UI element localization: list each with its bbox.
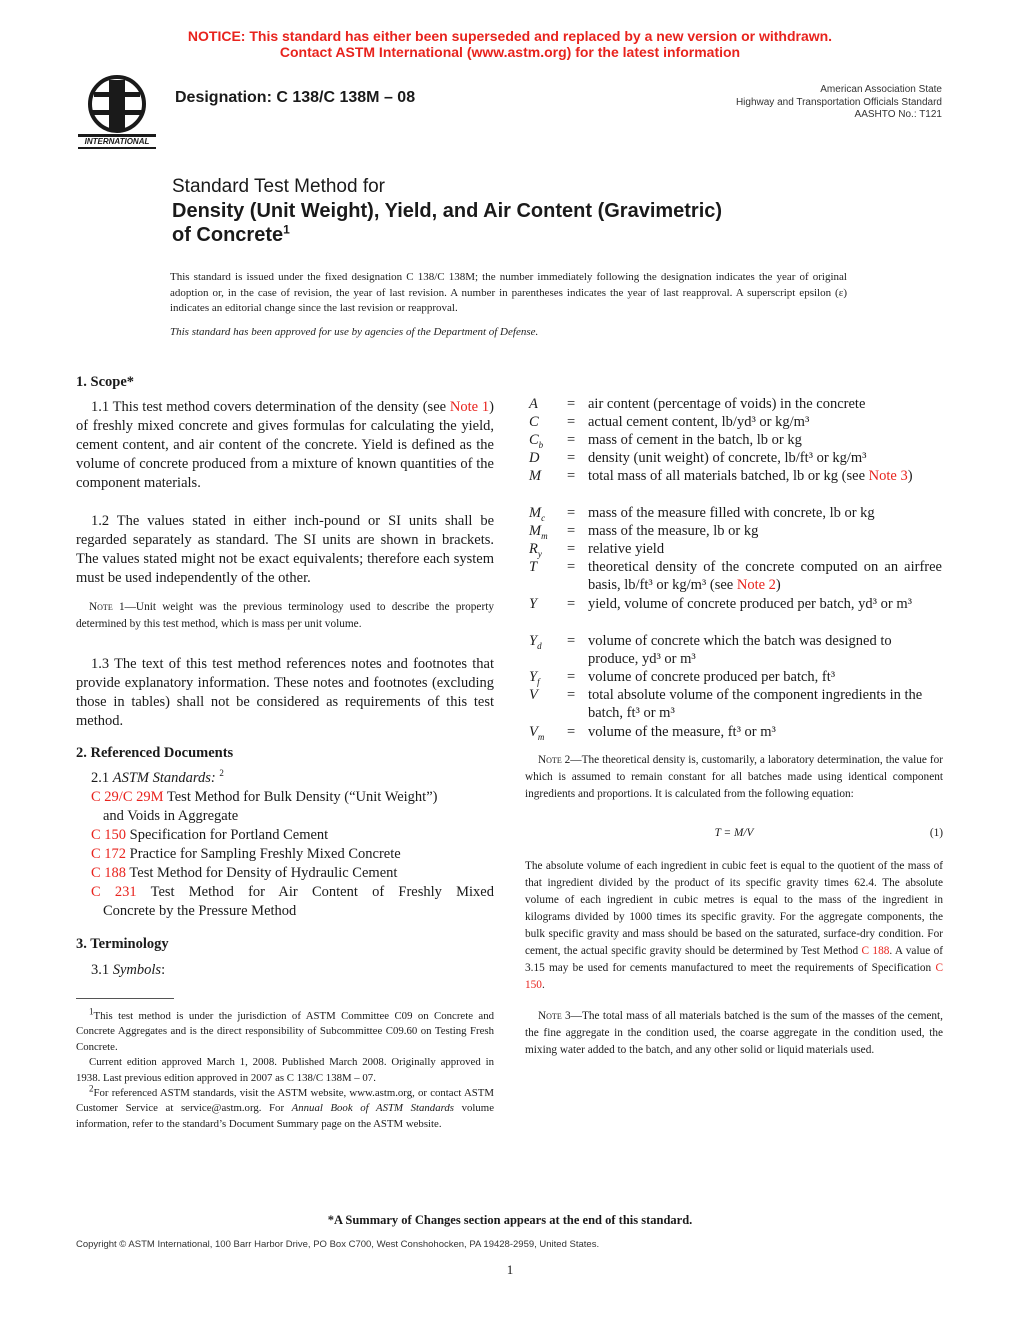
symbol: M	[529, 468, 542, 484]
symbol-desc: volume of the measure, ft³ or m³	[588, 724, 776, 740]
ref-doc-item	[91, 788, 494, 807]
para-1-1-a: 1.1 This test method covers determination of the density (see	[91, 399, 450, 415]
ref-doc-cont: Concrete by the Pressure Method	[103, 903, 297, 919]
footnote-1-mark: 1	[89, 1006, 94, 1017]
notice-line-2: Contact ASTM International (www.astm.org) for the latest information	[279, 44, 741, 60]
ref-doc-item	[91, 883, 494, 902]
equals-sign: =	[567, 505, 576, 521]
title-footnote-mark: 1	[283, 222, 290, 237]
symbol-desc: actual cement content, lb/yd³ or kg/m³	[588, 414, 810, 430]
footnote-1-text: This test method is under the jurisdiction of ASTM Committee C09 on Concrete and Concrete Aggregates and is the direct responsibility of Subcommittee C09.60 on Testing Fresh Concrete.	[76, 1010, 494, 1053]
c150-link[interactable]: C 150	[525, 962, 943, 991]
note-2-para-c: .	[541, 979, 545, 991]
symbol-letter: V	[529, 724, 538, 740]
designation: Designation: C 138/C 138M – 08	[175, 89, 416, 106]
symbol-desc: mass of the measure filled with concrete, lb or kg	[588, 505, 875, 521]
referenced-docs-list	[91, 788, 494, 921]
logo-text: INTERNATIONAL	[84, 137, 150, 146]
astm-standards-label: ASTM Standards:	[112, 770, 216, 786]
note-1	[76, 599, 494, 633]
equals-sign: =	[567, 396, 576, 412]
ref-doc-link[interactable]: C 150	[91, 827, 127, 843]
equals-sign: =	[567, 450, 576, 466]
note-2-para-b: . A value of 3.15 may be used for cements manufactured to meet the requirements of Specification	[525, 945, 943, 974]
ref-doc-link[interactable]: C 172	[91, 846, 127, 862]
symbol: C	[529, 414, 539, 430]
symbol-desc	[588, 558, 942, 595]
para-2-1	[91, 769, 224, 788]
symbol: Y	[529, 596, 538, 612]
symbol-desc-text: total mass of all materials batched, lb or kg (see	[588, 468, 866, 484]
symbol-sub: y	[537, 548, 542, 559]
note-1-text: —Unit weight was the previous terminology used to describe the property determined by this test method, which is mass per unit volume.	[76, 601, 494, 630]
note-2-link[interactable]: Note 2	[736, 577, 776, 594]
note-2	[525, 752, 943, 803]
para-3-1	[91, 961, 165, 980]
title-line-1: Standard Test Method for	[172, 176, 385, 197]
symbol-desc: mass of cement in the batch, lb or kg	[588, 432, 802, 448]
summary-note: *A Summary of Changes section appears at the end of this standard.	[327, 1213, 693, 1227]
note-2-paragraph	[525, 858, 943, 994]
c188-link[interactable]: C 188	[861, 945, 890, 957]
title-line-2: Density (Unit Weight), Yield, and Air Content (Gravimetric)	[172, 200, 723, 222]
section-1-heading: 1. Scope*	[76, 374, 134, 390]
para-1-1	[76, 398, 494, 493]
title-line-3-text: of Concrete	[172, 224, 284, 246]
equals-sign: =	[567, 633, 576, 649]
symbol-desc: mass of the measure, lb or kg	[588, 523, 759, 539]
para-1-2: 1.2 The values stated in either inch-pound or SI units shall be regarded separately as standard. The SI units are shown in brackets. The values stated might not be exact equivalents; therefore each system must be used independently of the other.	[76, 513, 494, 586]
symbol: D	[529, 450, 540, 466]
symbol-desc: relative yield	[588, 541, 665, 557]
symbol	[529, 723, 544, 741]
note-3-text: —The total mass of all materials batched is the sum of the masses of the cement, the fine aggregate in the condition used, the coarse aggregate in the condition used, the mixing water added to the batch, and any other solid or liquid materials used.	[525, 1010, 943, 1056]
issue-statement: This standard is issued under the fixed designation C 138/C 138M; the number immediately following the designation indicates the year of original adoption or, in the case of revision, the year of last revision. A number in parentheses indicates the year of last reapproval. A superscript epsilon (ε) indicates an editorial change since the last revision or reapproval.	[170, 271, 847, 314]
symbol-desc: volume of concrete which the batch was designed to produce, yd³ or m³	[588, 633, 892, 668]
equals-sign: =	[567, 669, 576, 685]
para-3-1-num: 3.1	[91, 962, 113, 978]
symbol-desc-end: )	[775, 577, 781, 594]
symbol-sub: m	[537, 731, 545, 742]
symbols-label: Symbols	[112, 962, 162, 978]
footnote-1	[76, 1006, 494, 1055]
ref-doc-title: Test Method for Air Content of Freshly Mixed	[150, 884, 494, 900]
ref-doc-cont: and Voids in Aggregate	[103, 808, 239, 824]
equals-sign: =	[567, 559, 576, 575]
ref-doc-title: Test Method for Density of Hydraulic Cement	[129, 865, 398, 881]
footnote-2-b: volume information, refer to the standard’s Document Summary page on the ASTM website.	[76, 1102, 494, 1130]
symbol-desc-end: )	[907, 468, 913, 484]
symbol-letter: M	[529, 523, 542, 539]
aashto-line-2: Highway and Transportation Officials Standard	[735, 96, 942, 108]
para-1-3: 1.3 The text of this test method references notes and footnotes that provide explanatory information. These notes and footnotes (excluding those in tables) shall not be considered as requirements of this test method.	[76, 656, 494, 729]
symbol-letter: Y	[529, 669, 538, 685]
para-2-1-num: 2.1	[91, 770, 113, 786]
symbol	[529, 540, 542, 558]
equals-sign: =	[567, 687, 576, 703]
equals-sign: =	[567, 468, 576, 484]
astm-logo	[74, 72, 160, 152]
symbol: T	[529, 559, 538, 575]
note-2-text: —The theoretical density is, customarily, a laboratory determination, the value for which is assumed to remain constant for all batches made using identical component ingredients and proportions. It is calculated from the following equation:	[525, 754, 943, 800]
note-3-label: Note 3	[538, 1010, 571, 1022]
equals-sign: =	[567, 596, 576, 612]
page-number: 1	[506, 1262, 514, 1277]
symbol	[529, 504, 545, 522]
note-3	[525, 1008, 943, 1059]
aashto-block	[736, 84, 942, 122]
footnote-2-mark: 2	[219, 768, 224, 779]
copyright: Copyright © ASTM International, 100 Barr Harbor Drive, PO Box C700, West Conshohocken, PA 19428-2959, United States.	[76, 1239, 600, 1250]
symbol-letter: C	[529, 432, 539, 448]
equation: T = M/V	[714, 827, 754, 839]
symbol-sub: c	[541, 512, 546, 523]
equation-number: (1)	[929, 827, 943, 839]
footnote-2-a: For referenced ASTM standards, visit the ASTM website, www.astm.org, or contact ASTM Customer Service at service@astm.org. For	[76, 1087, 494, 1115]
footnotes	[76, 1006, 494, 1132]
aashto-line-3: AASHTO No.: T121	[854, 109, 942, 120]
ref-doc-link[interactable]: C 29/C 29M	[91, 789, 164, 805]
note-3-link[interactable]: Note 3	[868, 468, 908, 484]
note-2-label: Note 2	[538, 754, 571, 766]
symbol-desc	[588, 467, 942, 485]
notice-line-1: NOTICE: This standard has either been superseded and replaced by a new version or withdrawn.	[187, 28, 833, 44]
para-1-1-b: ) of freshly mixed concrete and gives formulas for calculating the yield, cement content, and air content of the concrete. Yield is defined as the volume of concrete produced from a mixture of known quantities of the component materials.	[76, 399, 494, 491]
note-1-link[interactable]: Note 1	[449, 399, 490, 415]
ref-doc-link[interactable]: C 231	[91, 884, 137, 900]
equals-sign: =	[567, 541, 576, 557]
symbol-desc: yield, volume of concrete produced per batch, yd³ or m³	[588, 596, 912, 612]
symbol-sub: d	[537, 640, 542, 651]
symbol-desc: total absolute volume of the component ingredients in the batch, ft³ or m³	[588, 687, 923, 722]
ref-doc-title: Practice for Sampling Freshly Mixed Concrete	[129, 846, 401, 862]
symbol: V	[529, 687, 538, 703]
ref-doc-item	[91, 845, 494, 864]
note-1-label: Note 1	[89, 601, 125, 613]
symbol-sub: f	[537, 676, 540, 687]
symbol-letter: M	[529, 505, 542, 521]
ref-doc-item	[91, 864, 494, 883]
ref-doc-title: Specification for Portland Cement	[129, 827, 329, 843]
symbol-desc: air content (percentage of voids) in the concrete	[588, 396, 866, 412]
equals-sign: =	[567, 724, 576, 740]
ref-doc-title: Test Method for Bulk Density (“Unit Weight”)	[166, 789, 438, 805]
section-3-heading: 3. Terminology	[76, 936, 169, 952]
footnote-1-current: Current edition approved March 1, 2008. Published March 2008. Originally approved in 1938. Last previous edition approved in 2007 as C 138/C 138M – 07.	[76, 1056, 494, 1084]
symbol	[529, 668, 540, 686]
footnote-2-italic: Annual Book of ASTM Standards	[291, 1102, 455, 1115]
symbol-sub: m	[541, 530, 548, 541]
symbol-sub: b	[538, 439, 544, 450]
symbols-list	[529, 395, 944, 740]
symbol	[529, 632, 542, 650]
footnote-2-sup: 2	[89, 1083, 94, 1094]
footnote-rule	[76, 998, 174, 999]
symbol-desc: volume of concrete produced per batch, ft³	[588, 669, 836, 685]
symbol-letter: R	[529, 541, 538, 557]
symbol: A	[529, 396, 538, 412]
ref-doc-item	[91, 826, 494, 845]
aashto-line-1: American Association State	[820, 84, 942, 95]
equals-sign: =	[567, 523, 576, 539]
note-2-para-a: The absolute volume of each ingredient in cubic feet is equal to the quotient of the mass of that ingredient divided by the product of its specific gravity times 62.4. The absolute volume of each ingredient in cubic metres is equal to the mass of the ingredient in kilograms divided by 1000 times its specific gravity. For the aggregate components, the bulk specific gravity and mass should be based on the saturated, surface-dry condition. For cement, the actual specific gravity should be determined by Test Method	[525, 860, 943, 957]
dod-statement: This standard has been approved for use by agencies of the Department of Defense.	[170, 326, 539, 338]
equals-sign: =	[567, 414, 576, 430]
symbol	[529, 522, 548, 540]
footnote-2	[76, 1083, 494, 1132]
section-2-heading: 2. Referenced Documents	[76, 745, 234, 761]
symbol-desc-text: theoretical density of the concrete computed on an airfree basis, lb/ft³ or kg/m³ (see	[588, 559, 942, 594]
equals-sign: =	[567, 432, 576, 448]
symbol-letter: Y	[529, 633, 538, 649]
symbol-desc: density (unit weight) of concrete, lb/ft³ or kg/m³	[588, 450, 867, 466]
ref-doc-link[interactable]: C 188	[91, 865, 127, 881]
symbol	[529, 431, 543, 449]
symbols-colon: :	[161, 962, 166, 978]
title-line-3	[172, 223, 290, 247]
